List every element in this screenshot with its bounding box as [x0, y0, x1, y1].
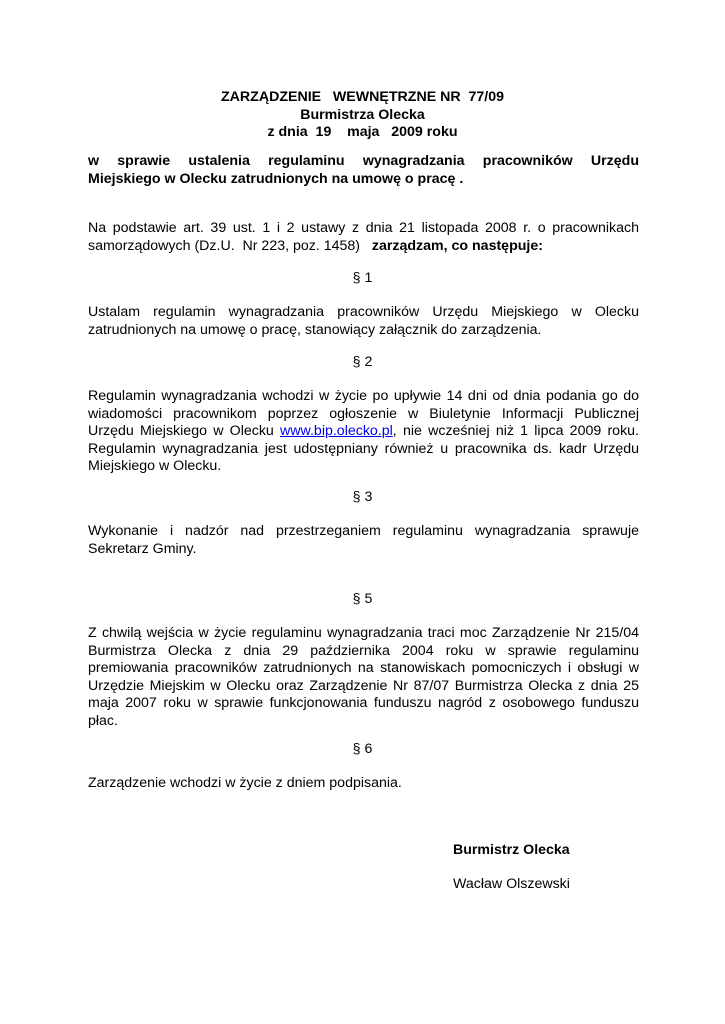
document-subject: [88, 153, 639, 188]
document-issuer: Burmistrza Olecka: [300, 106, 425, 123]
section-mark-3: § 3: [352, 489, 373, 505]
section-text: Urzędu Miejskiego w Olecku: [88, 423, 281, 439]
section-line: Urzędzie Miejskim w Olecku oraz Zarządzenie Nr 87/07 Burmistrza Olecka z dnia 25: [88, 677, 639, 694]
section-5-body: [88, 625, 639, 730]
section-line: maja 2007 roku w sprawie funkcjonowania funduszu nagród z osobowego funduszu: [88, 695, 639, 711]
section-line: Sekretarz Gminy.: [88, 540, 197, 557]
section-line: [88, 423, 639, 441]
section-line: wiadomości pracownikom poprzez ogłoszenie w Biuletynie Informacji Publicznej: [88, 405, 639, 422]
preamble-decree: zarządzam, co następuje:: [371, 237, 543, 254]
document-title: ZARZĄDZENIE WEWNĘTRZNE NR 77/09: [221, 89, 504, 105]
signature-role: Burmistrz Olecka: [453, 842, 570, 858]
preamble-line: Na podstawie art. 39 ust. 1 i 2 ustawy z dnia 21 listopada 2008 r. o pracownikach: [88, 220, 639, 236]
section-3-body: [88, 523, 639, 558]
subject-line: w sprawie ustalenia regulaminu wynagradzania pracowników Urzędu: [88, 153, 639, 169]
section-mark-1: § 1: [352, 270, 373, 286]
section-mark-2: § 2: [352, 354, 373, 370]
section-line: zatrudnionych na umowę o pracę, stanowiący załącznik do zarządzenia.: [88, 321, 542, 338]
section-1-body: [88, 304, 639, 339]
subject-line: Miejskiego w Olecku zatrudnionych na umowę o pracę .: [88, 170, 464, 187]
preamble: [88, 220, 639, 255]
section-line: płac.: [88, 712, 118, 729]
section-line: Burmistrza Olecka z dnia 29 października 2004 roku w sprawie regulaminu: [88, 642, 639, 659]
section-2-body: [88, 388, 639, 476]
section-line: Z chwilą wejścia w życie regulaminu wynagradzania traci moc Zarządzenie Nr 215/04: [88, 625, 639, 641]
preamble-text: samorządowych (Dz.U. Nr 223, poz. 1458): [88, 237, 372, 254]
section-line: Regulamin wynagradzania wchodzi w życie po upływie 14 dni od dnia podania go do: [88, 388, 639, 404]
section-line: premiowania pracowników zatrudnionych na stanowiskach pomocniczych i obsługi w: [88, 660, 639, 676]
section-mark-5: § 5: [352, 591, 373, 607]
section-line: Regulamin wynagradzania jest udostępniany również u pracownika ds. kadr Urzędu: [88, 440, 639, 457]
signature-name: Wacław Olszewski: [453, 876, 570, 892]
bip-link[interactable]: www.bip.olecko.pl: [280, 423, 393, 439]
section-6-body: [88, 775, 639, 793]
section-line: Zarządzenie wchodzi w życie z dniem podpisania.: [88, 775, 402, 791]
section-text: , nie wcześniej niż 1 lipca 2009 roku.: [392, 423, 639, 439]
preamble-line: [88, 238, 639, 256]
section-line: Wykonanie i nadzór nad przestrzeganiem regulaminu wynagradzania sprawuje: [88, 523, 639, 539]
section-line: Ustalam regulamin wynagradzania pracowników Urzędu Miejskiego w Olecku: [88, 304, 639, 320]
document-date: z dnia 19 maja 2009 roku: [267, 124, 458, 140]
section-line: Miejskiego w Olecku.: [88, 458, 222, 474]
document-header: [0, 89, 725, 142]
section-mark-6: § 6: [352, 741, 373, 757]
